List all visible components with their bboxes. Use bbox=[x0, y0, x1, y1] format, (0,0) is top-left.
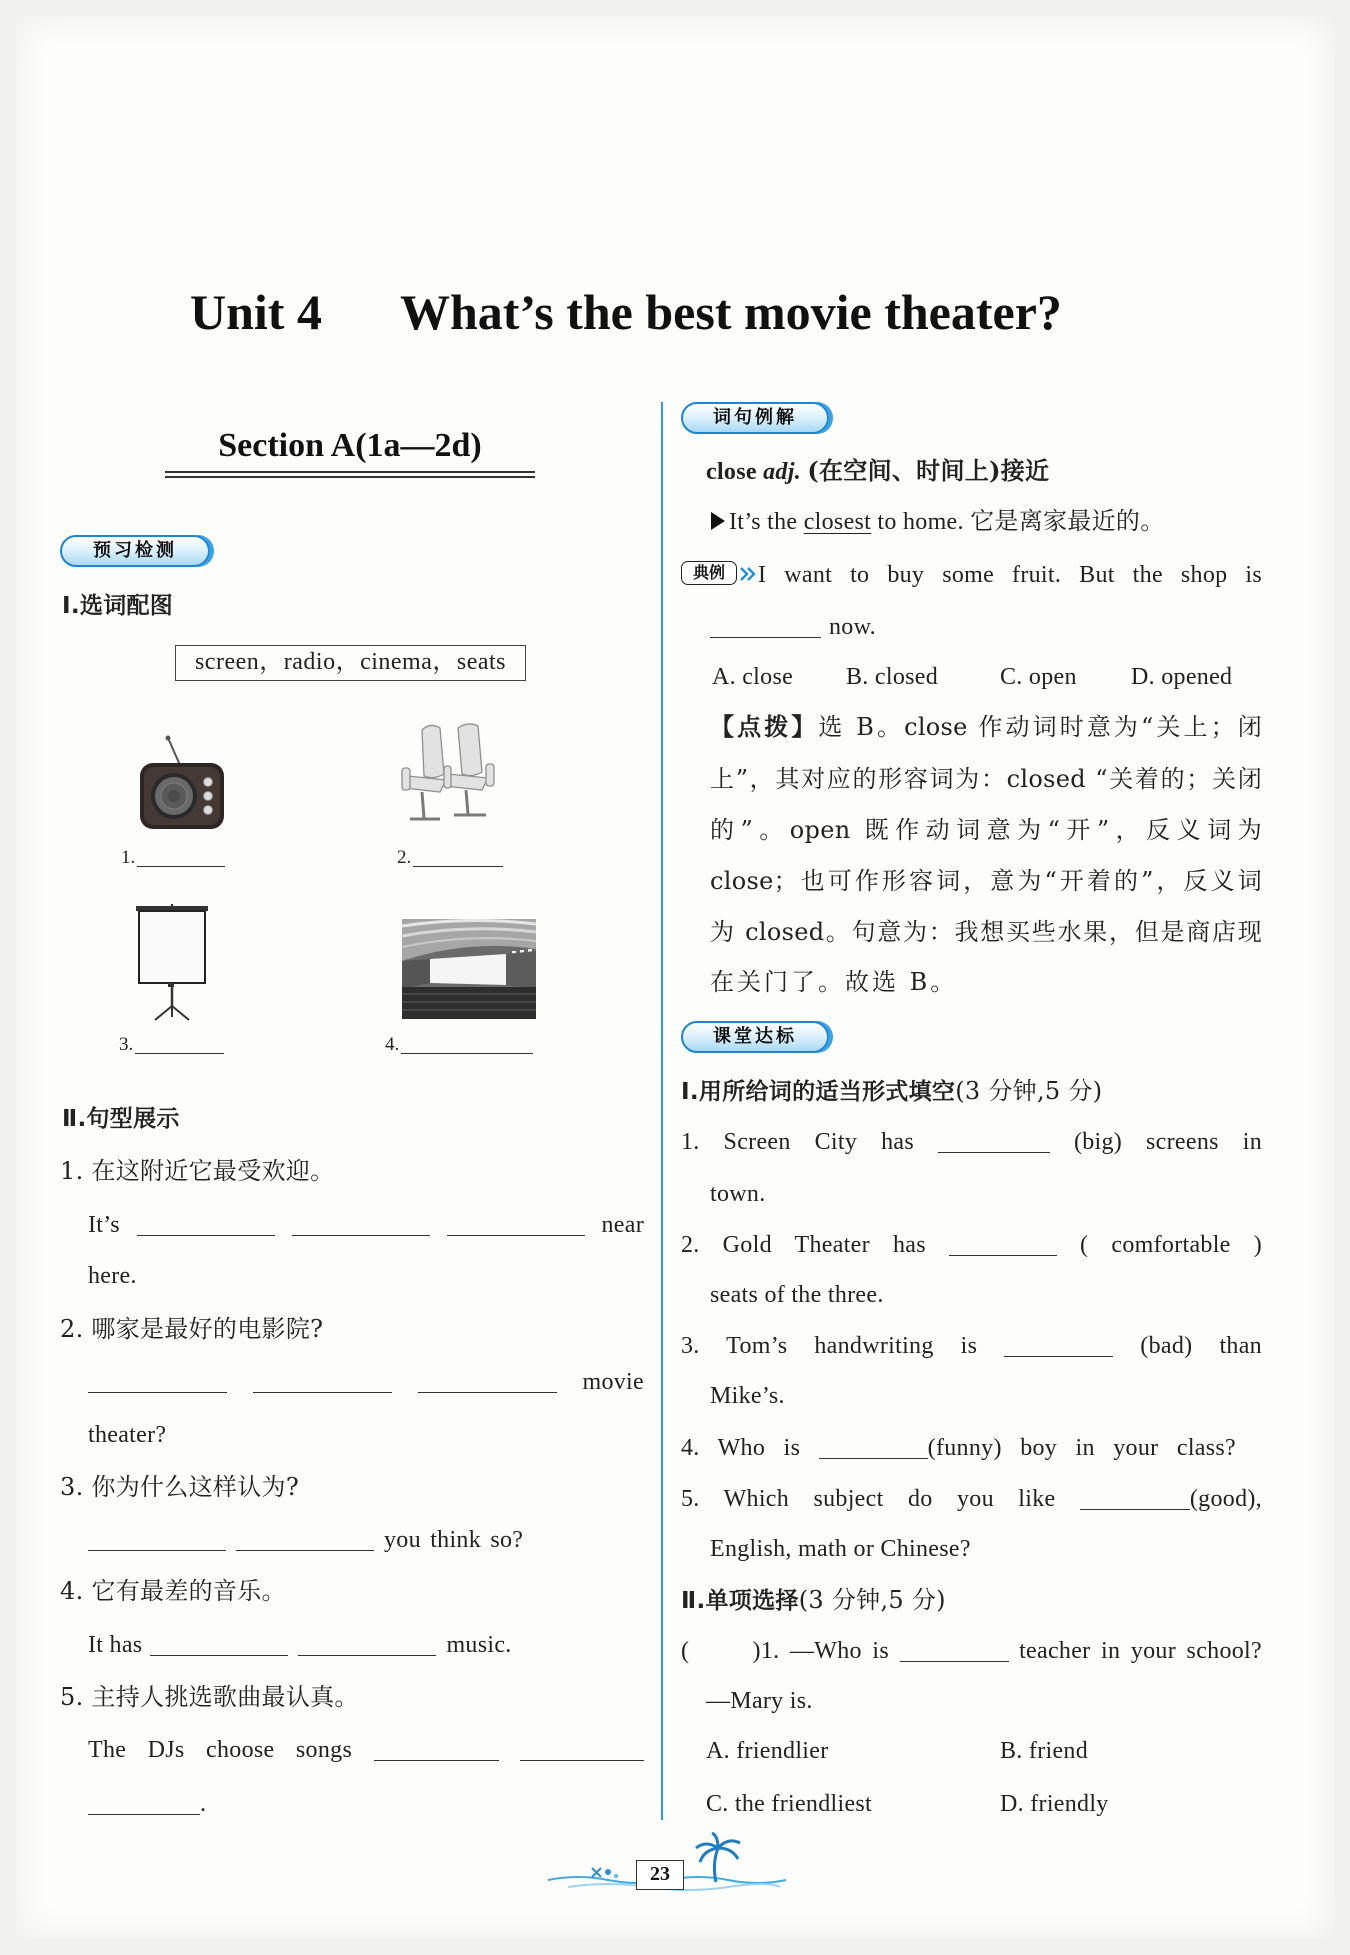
explanation-line-3: 的”。open 既作动词意为“开”，反义词为 bbox=[710, 816, 1262, 844]
exercise1-item-2 bbox=[681, 1229, 1262, 1261]
typical-option-d: D. opened bbox=[1131, 664, 1233, 690]
exercise1-item-1 bbox=[681, 1126, 1262, 1158]
question-1-answer-line: —Mary is. bbox=[706, 1688, 813, 1714]
answer-blank bbox=[135, 1037, 224, 1054]
question-1-option-a: A. friendlier bbox=[706, 1738, 829, 1764]
item-5-text-start: 5. Which subject do you like bbox=[681, 1486, 1056, 1512]
explanation-tag: 【点拨】 bbox=[710, 712, 819, 741]
typical-option-c: C. open bbox=[1000, 664, 1077, 690]
exercise1-item-3-continuation: Mike’s. bbox=[710, 1383, 785, 1409]
answer-blank bbox=[710, 617, 821, 638]
answer-blank bbox=[236, 1530, 374, 1551]
projection-screen-image bbox=[135, 904, 209, 1022]
sentence-q1-prompt: 1. 在这附近它最受欢迎。 bbox=[60, 1157, 335, 1185]
unit-number: Unit 4 bbox=[190, 284, 322, 340]
item-3-text-start: 3. Tom’s handwriting is bbox=[681, 1333, 978, 1359]
vocab-word: close bbox=[706, 459, 757, 485]
word-box: screen，radio，cinema，seats bbox=[175, 645, 526, 681]
item-4-text-start: 4. Who is bbox=[681, 1435, 801, 1461]
example-text-end: to home. 它是离家最近的。 bbox=[871, 509, 1165, 535]
question-1-text-start: 1. —Who is bbox=[760, 1638, 889, 1664]
section-title-underline-top bbox=[165, 471, 535, 473]
explanation-line-4: close；也可作形容词，意为“开着的”，反义词 bbox=[710, 867, 1262, 895]
exercise1-heading bbox=[681, 1075, 1102, 1108]
answer-blank bbox=[949, 1235, 1057, 1256]
typical-option-a: A. close bbox=[712, 664, 794, 690]
page-number: 23 bbox=[636, 1860, 684, 1890]
picture-label-3 bbox=[119, 1033, 224, 1057]
answer-blank bbox=[298, 1635, 436, 1656]
sentence-q2-prompt: 2. 哪家是最好的电影院? bbox=[60, 1315, 324, 1343]
section-title: Section A(1a—2d) bbox=[218, 427, 482, 464]
question-1-text-end: teacher in your school? bbox=[1019, 1638, 1262, 1664]
radio-image bbox=[138, 735, 228, 833]
exercise1-item-4 bbox=[681, 1432, 1236, 1464]
typical-question-end: now. bbox=[829, 614, 876, 640]
explanation-line-2: 上”，其对应的形容词为：closed “关着的；关闭 bbox=[710, 765, 1262, 793]
item-2-text-end: ( comfortable ) bbox=[1080, 1232, 1262, 1258]
explanation-text-1: 选 B。close 作动词时意为“关上；闭 bbox=[818, 713, 1262, 741]
exercise2-title: Ⅱ.单项选择 bbox=[681, 1588, 799, 1614]
part2-heading: Ⅱ.句型展示 bbox=[62, 1106, 180, 1132]
sentence-q5-period: . bbox=[200, 1791, 207, 1817]
answer-blank bbox=[88, 1794, 200, 1815]
exercise1-item-5 bbox=[681, 1483, 1262, 1515]
exercise1-item-2-continuation: seats of the three. bbox=[710, 1282, 884, 1308]
sentence-q4-line bbox=[88, 1629, 512, 1661]
column-divider bbox=[661, 402, 663, 1820]
answer-blank bbox=[520, 1740, 644, 1761]
sentence-q3-end: you think so? bbox=[384, 1527, 524, 1553]
sentence-q1-start: It’s bbox=[88, 1212, 120, 1238]
typical-question: I want to buy some fruit. But the shop is bbox=[758, 562, 1262, 588]
item-2-text-start: 2. Gold Theater has bbox=[681, 1232, 926, 1258]
theater-seats-image bbox=[398, 722, 510, 828]
sentence-q1-end: near bbox=[601, 1212, 644, 1238]
sentence-q4-prompt: 4. 它有最差的音乐。 bbox=[60, 1577, 286, 1605]
picture-label-1-number: 1. bbox=[121, 847, 136, 868]
answer-blank bbox=[900, 1641, 1009, 1662]
exercise2-question-1 bbox=[681, 1635, 1262, 1667]
answer-blank bbox=[413, 850, 503, 867]
section-title-underline-bottom bbox=[165, 476, 535, 478]
sentence-q4-start: It has bbox=[88, 1632, 143, 1658]
sentence-q2-line bbox=[88, 1366, 644, 1398]
item-1-text-start: 1. Screen City has bbox=[681, 1129, 914, 1155]
example-text-start: It’s the bbox=[729, 509, 804, 535]
item-1-text-end: (big) screens in bbox=[1073, 1129, 1262, 1155]
picture-label-2 bbox=[397, 846, 503, 870]
answer-blank bbox=[447, 1215, 585, 1236]
item-3-text-end: (bad) than bbox=[1140, 1333, 1262, 1359]
cinema-hall-image bbox=[402, 919, 536, 1019]
sentence-q3-prompt: 3. 你为什么这样认为? bbox=[60, 1473, 299, 1501]
sentence-q2-end: movie bbox=[582, 1369, 644, 1395]
answer-blank bbox=[401, 1037, 533, 1054]
picture-label-4 bbox=[385, 1033, 533, 1057]
answer-blank bbox=[819, 1438, 928, 1459]
vocab-meaning: (在空间、时间上)接近 bbox=[807, 456, 1050, 485]
vocab-example-sentence bbox=[729, 506, 1165, 538]
badge-preview-check: 预习检测 bbox=[60, 535, 210, 567]
sentence-q2-continuation: theater? bbox=[88, 1422, 167, 1448]
unit-title: What’s the best movie theater? bbox=[400, 284, 1062, 340]
explanation-line-6: 在关门了。故选 B。 bbox=[710, 968, 958, 996]
exercise1-item-3 bbox=[681, 1330, 1262, 1362]
answer-bracket: ( ) bbox=[681, 1638, 761, 1664]
picture-label-1 bbox=[121, 846, 225, 870]
part1-heading: Ⅰ.选词配图 bbox=[62, 593, 174, 619]
answer-blank bbox=[1004, 1336, 1113, 1357]
answer-blank bbox=[137, 850, 225, 867]
answer-blank bbox=[253, 1372, 392, 1393]
badge-word-examples: 词句例解 bbox=[681, 402, 829, 434]
question-1-option-b: B. friend bbox=[1000, 1738, 1089, 1764]
sentence-q5-start: The DJs choose songs bbox=[88, 1737, 353, 1763]
sentence-q1-continuation: here. bbox=[88, 1263, 137, 1289]
example-keyword: closest bbox=[803, 509, 872, 535]
explanation-line-5: 为 closed。句意为：我想买些水果，但是商店现 bbox=[710, 918, 1262, 946]
exercise2-meta: (3 分钟,5 分) bbox=[798, 1586, 946, 1614]
vocab-part-of-speech: adj. bbox=[763, 459, 801, 485]
question-1-option-d: D. friendly bbox=[1000, 1791, 1109, 1817]
exercise2-heading bbox=[681, 1584, 946, 1617]
sentence-q4-end: music. bbox=[446, 1632, 512, 1658]
answer-blank bbox=[1080, 1489, 1190, 1510]
exercise1-meta: (3 分钟,5 分) bbox=[955, 1077, 1103, 1105]
exercise1-item-1-continuation: town. bbox=[710, 1181, 766, 1207]
answer-blank bbox=[374, 1740, 499, 1761]
answer-blank bbox=[292, 1215, 430, 1236]
explanation-line-1 bbox=[710, 711, 1262, 743]
picture-label-4-number: 4. bbox=[385, 1034, 400, 1055]
sentence-q1-line bbox=[88, 1209, 644, 1241]
vocab-entry bbox=[706, 455, 1049, 488]
question-1-option-c: C. the friendliest bbox=[706, 1791, 873, 1817]
sentence-q5-continuation bbox=[88, 1788, 206, 1820]
answer-blank bbox=[150, 1635, 288, 1656]
answer-blank bbox=[418, 1372, 557, 1393]
typical-option-b: B. closed bbox=[846, 664, 939, 690]
picture-label-3-number: 3. bbox=[119, 1034, 134, 1055]
answer-blank bbox=[137, 1215, 275, 1236]
answer-blank bbox=[938, 1132, 1050, 1153]
sentence-q5-line bbox=[88, 1734, 644, 1766]
answer-blank bbox=[88, 1530, 226, 1551]
exercise1-title: Ⅰ.用所给词的适当形式填空 bbox=[681, 1079, 956, 1105]
item-5-text-end: (good), bbox=[1189, 1486, 1262, 1512]
picture-label-2-number: 2. bbox=[397, 847, 412, 868]
triangle-bullet-icon bbox=[711, 512, 725, 530]
double-chevron-icon bbox=[739, 566, 757, 582]
answer-blank bbox=[88, 1372, 227, 1393]
badge-typical-example: 典例 bbox=[681, 561, 737, 585]
item-4-text-end: (funny) boy in your class? bbox=[927, 1435, 1236, 1461]
sentence-q5-prompt: 5. 主持人挑选歌曲最认真。 bbox=[60, 1683, 359, 1711]
typical-question-continuation bbox=[710, 611, 876, 643]
sentence-q3-line bbox=[88, 1524, 523, 1556]
exercise1-item-5-continuation: English, math or Chinese? bbox=[710, 1536, 971, 1562]
badge-class-practice: 课堂达标 bbox=[681, 1021, 829, 1053]
